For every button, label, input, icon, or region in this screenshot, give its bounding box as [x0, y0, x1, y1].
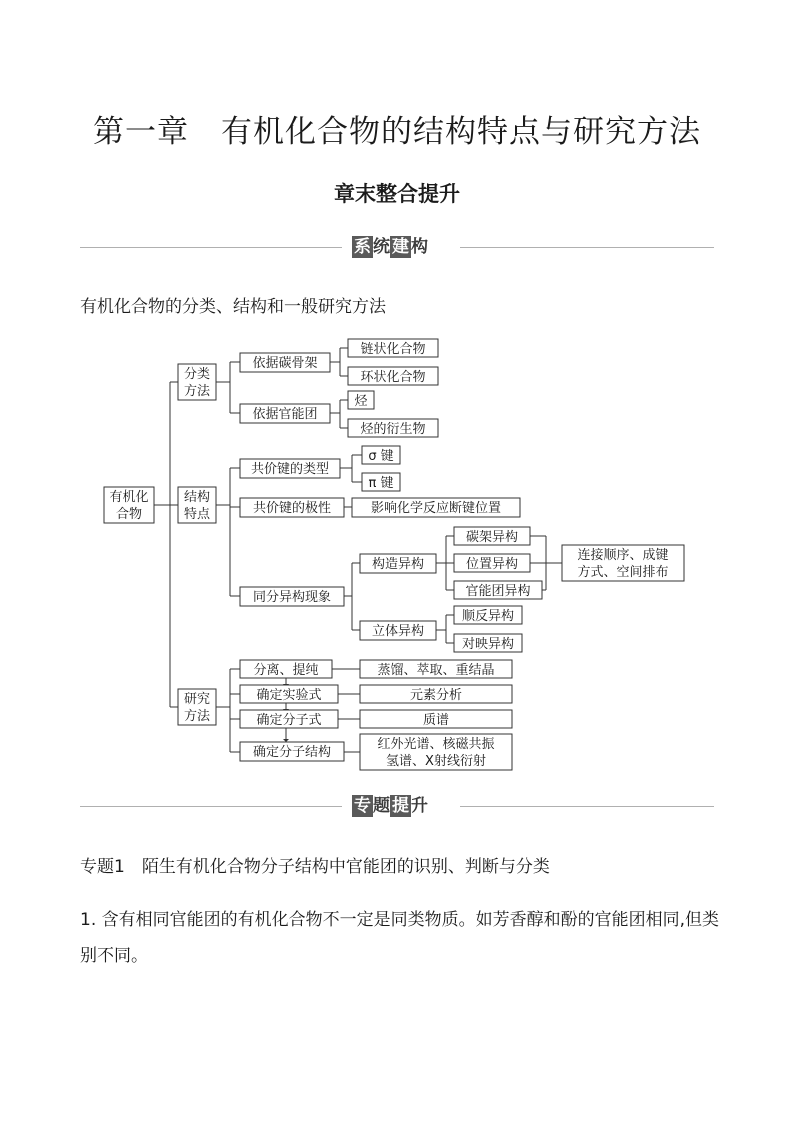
- node-structure-determination: [240, 742, 344, 761]
- section-subtitle: 章末整合提升: [334, 182, 460, 206]
- node-mass-spec: [360, 710, 512, 728]
- svg-text:构造异构: 构造异构: [371, 557, 425, 572]
- node-constitutional: [360, 554, 436, 573]
- section-label-topic: 专 题 提 升: [354, 796, 428, 816]
- node-sigma-bond: [362, 446, 400, 464]
- chapter-title: 第一章 有机化合物的结构特点与研究方法: [93, 114, 701, 150]
- svg-text:σ 键: σ 键: [368, 449, 394, 464]
- svg-text:链状化合物: 链状化合物: [360, 342, 426, 357]
- svg-text:研究: 研究: [183, 692, 211, 707]
- svg-text:确定分子结构: 确定分子结构: [252, 745, 332, 760]
- svg-text:立体异构: 立体异构: [371, 624, 425, 639]
- node-stereo: [360, 621, 436, 640]
- node-position-isomer: [454, 554, 530, 572]
- svg-text:同分异构现象: 同分异构现象: [252, 590, 332, 605]
- svg-text:蒸馏、萃取、重结晶: 蒸馏、萃取、重结晶: [377, 663, 495, 678]
- root-line-2: 合物: [115, 507, 143, 522]
- svg-text:依据碳骨架: 依据碳骨架: [252, 356, 318, 371]
- divider-left-2: [80, 806, 342, 807]
- svg-text:碳架异构: 碳架异构: [465, 530, 519, 545]
- svg-text:位置异构: 位置异构: [465, 557, 519, 572]
- body-paragraph: 1. 含有相同官能团的有机化合物不一定是同类物质。如芳香醇和酚的官能团相同,但类别不同。: [80, 910, 720, 966]
- node-root: [104, 487, 154, 523]
- node-fg-isomer: [454, 581, 542, 599]
- node-skeleton-isomer: [454, 527, 530, 545]
- svg-text:官能团异构: 官能团异构: [465, 584, 531, 599]
- svg-text:共价键的极性: 共价键的极性: [252, 501, 332, 516]
- svg-text:红外光谱、核磁共振: 红外光谱、核磁共振: [377, 737, 495, 752]
- svg-text:氢谱、X射线衍射: 氢谱、X射线衍射: [386, 754, 486, 769]
- node-separation-methods: [360, 660, 512, 678]
- node-bond-polarity: [240, 498, 344, 517]
- node-separation: [240, 660, 332, 678]
- section-label-system: 系 统 建 构: [354, 237, 428, 257]
- svg-text:π 键: π 键: [368, 476, 394, 491]
- svg-text:结构: 结构: [183, 490, 211, 505]
- node-derivative: [348, 419, 438, 437]
- svg-text:烃: 烃: [354, 394, 368, 409]
- node-bond-types: [240, 459, 340, 478]
- topic-heading: 专题1 陌生有机化合物分子结构中官能团的识别、判断与分类: [80, 857, 550, 877]
- node-cis-trans: [454, 606, 522, 624]
- root-line-1: 有机化: [109, 490, 149, 505]
- node-ring-compound: [348, 367, 438, 385]
- node-elemental-analysis: [360, 685, 512, 703]
- svg-text:连接顺序、成键: 连接顺序、成键: [577, 548, 669, 563]
- svg-text:分类: 分类: [183, 367, 211, 382]
- svg-text:环状化合物: 环状化合物: [360, 370, 426, 385]
- svg-text:顺反异构: 顺反异构: [461, 609, 515, 624]
- divider-right-2: [460, 806, 714, 807]
- svg-text:方法: 方法: [183, 709, 211, 724]
- node-molecular-formula: [240, 710, 338, 728]
- concept-map: [0, 330, 794, 780]
- divider-right: [460, 247, 714, 248]
- node-isomer-note: [562, 545, 684, 581]
- node-polarity-effect: [352, 498, 520, 517]
- svg-text:影响化学反应断键位置: 影响化学反应断键位置: [370, 501, 502, 516]
- node-research: [178, 689, 216, 725]
- node-functional-group: [240, 404, 330, 423]
- node-isomerism: [240, 587, 344, 606]
- svg-text:特点: 特点: [183, 507, 211, 522]
- svg-text:确定分子式: 确定分子式: [256, 713, 322, 728]
- node-chain-compound: [348, 339, 438, 357]
- svg-text:分离、提纯: 分离、提纯: [253, 663, 319, 678]
- svg-text:方式、空间排布: 方式、空间排布: [577, 565, 669, 580]
- svg-text:元素分析: 元素分析: [409, 688, 463, 703]
- node-structure-methods: [360, 734, 512, 770]
- diagram-heading: 有机化合物的分类、结构和一般研究方法: [80, 297, 386, 317]
- node-pi-bond: [362, 473, 400, 491]
- svg-text:烃的衍生物: 烃的衍生物: [360, 422, 426, 437]
- svg-text:共价键的类型: 共价键的类型: [250, 462, 330, 477]
- node-structure: [178, 487, 216, 523]
- svg-text:确定实验式: 确定实验式: [256, 688, 322, 703]
- node-carbon-skeleton: [240, 353, 330, 372]
- node-enantiomer: [454, 634, 522, 652]
- node-classification: [178, 364, 216, 400]
- node-empirical-formula: [240, 685, 338, 703]
- svg-text:对映异构: 对映异构: [461, 637, 515, 652]
- svg-text:质谱: 质谱: [422, 713, 450, 728]
- svg-text:依据官能团: 依据官能团: [252, 407, 318, 422]
- svg-text:方法: 方法: [183, 384, 211, 399]
- divider-left: [80, 247, 342, 248]
- node-hydrocarbon: [348, 391, 374, 409]
